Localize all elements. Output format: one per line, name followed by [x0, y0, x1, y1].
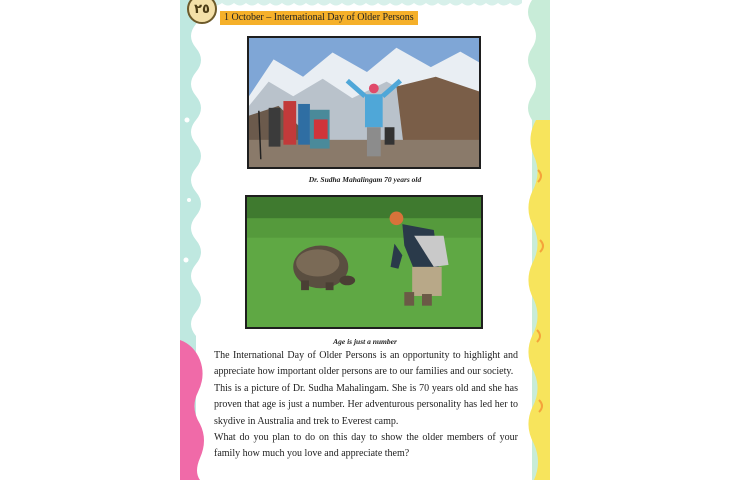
paragraph: This is a picture of Dr. Sudha Mahalingam. She is 70 years old and she has proven that age is just a number. Her adventurous personality has led her to skydive in Australia and trek to Everest camp.: [214, 382, 518, 427]
page-number-badge: [187, 0, 217, 24]
top-scallop-border: [180, 0, 550, 8]
mountain-group-photo: [247, 36, 481, 169]
photo-caption: Dr. Sudha Mahalingam 70 years old: [308, 175, 422, 184]
paragraph: The International Day of Older Persons is an opportunity to highlight and appreciate how important older persons are to our families and our society.: [214, 350, 518, 378]
right-wavy-border: [522, 0, 550, 480]
left-wavy-border: [180, 0, 208, 480]
header-title: 1 October – International Day of Older Persons: [224, 12, 414, 23]
tortoise-photo: [245, 195, 483, 329]
paragraph: What do you plan to do on this day to show the older members of your family how much you love and appreciate them?: [214, 432, 518, 460]
photo-caption: Age is just a number: [333, 337, 397, 346]
header-title-highlight: [220, 11, 418, 25]
page-number: ٢٥: [194, 1, 210, 17]
body-text: [214, 348, 518, 463]
textbook-page: [180, 0, 550, 480]
